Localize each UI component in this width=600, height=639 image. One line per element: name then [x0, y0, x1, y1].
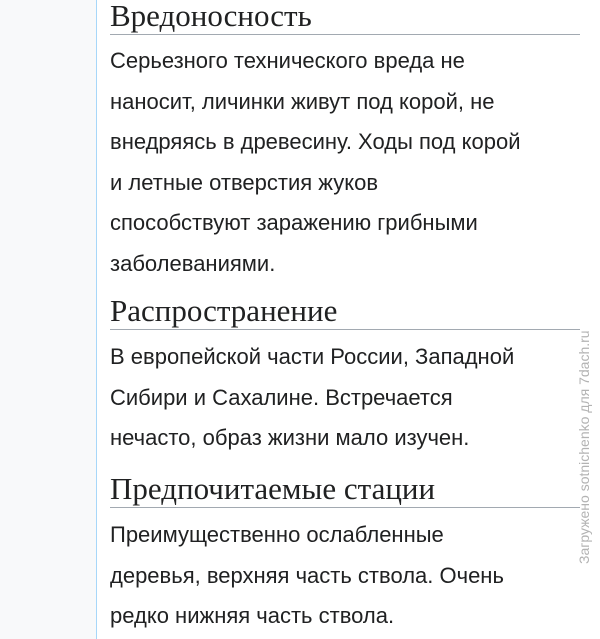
- text-line: внедряясь в древесину. Ходы под корой: [110, 129, 521, 154]
- text-line: нечасто, образ жизни мало изучен.: [110, 425, 470, 450]
- section-text-distribution: [110, 337, 580, 459]
- text-line: Преимущественно ослабленные: [110, 522, 444, 547]
- text-line: наносит, личинки живут под корой, не: [110, 88, 495, 114]
- section-text-harmfulness: [110, 41, 580, 284]
- text-line: заболеваниями.: [110, 250, 276, 276]
- text-line: редко нижняя часть ствола.: [110, 603, 395, 628]
- left-sidebar: [0, 0, 97, 639]
- article-content: [110, 0, 580, 639]
- text-line: Сибири и Сахалине. Встречается: [110, 384, 453, 410]
- section-heading-distribution: Распространение: [110, 294, 580, 330]
- watermark: Загружено sotnichenko для 7dach.ru: [576, 330, 592, 564]
- text-line: и летные отверстия жуков: [110, 169, 379, 195]
- section-heading-habitats: Предпочитаемые стации: [110, 472, 580, 508]
- text-line: Серьезного технического вреда не: [110, 48, 465, 73]
- text-line: деревья, верхняя часть ствола. Очень: [110, 562, 504, 588]
- section-text-habitats: [110, 515, 580, 637]
- section-heading-harmfulness: Вредоносность: [110, 0, 580, 35]
- text-line: В европейской части России, Западной: [110, 344, 515, 369]
- text-line: способствуют заражению грибными: [110, 210, 478, 235]
